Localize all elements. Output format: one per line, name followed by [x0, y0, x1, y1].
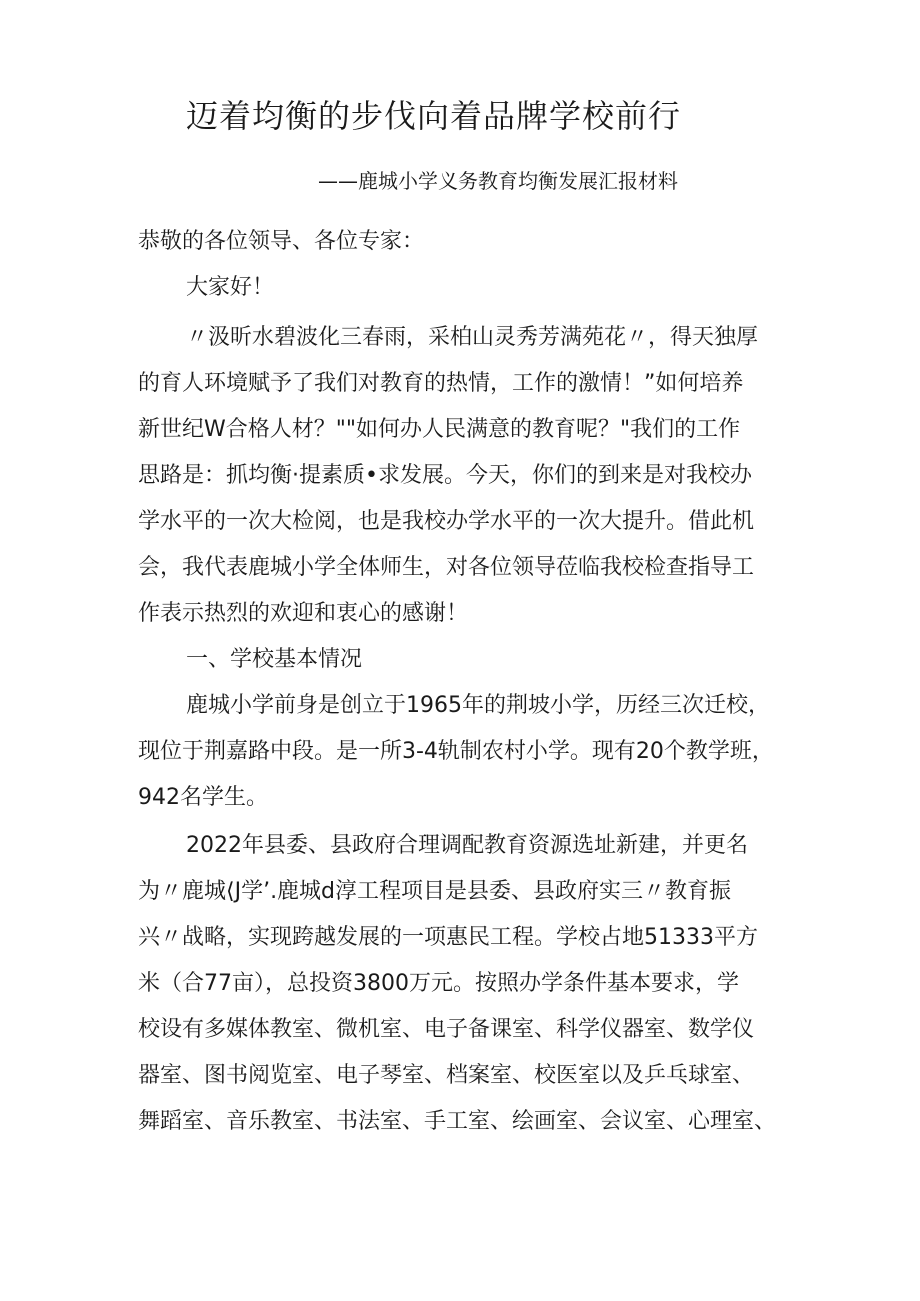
paragraph-2-line: 942名学生。	[138, 785, 268, 810]
paragraph-1-line: 新世纪W合格人材？""如何办人民满意的教育呢？"我们的工作	[138, 417, 741, 442]
salutation: 恭敬的各位领导、各位专家：	[138, 229, 425, 254]
paragraph-3-line: 为〃鹿城⟨J学’.鹿城d淳工程项目是县委、县政府实三〃教育振	[138, 879, 732, 904]
paragraph-3-line: 2022年县委、县政府合理调配教育资源选址新建，并更名	[186, 833, 748, 858]
document-subtitle: ——鹿城小学义务教育均衡发展汇报材料	[318, 169, 678, 193]
paragraph-1-line: 作表示热烈的欢迎和衷心的感谢！	[138, 601, 469, 626]
paragraph-3-line: 校设有多媒体教室、微机室、电子备课室、科学仪器室、数学仪	[138, 1017, 755, 1042]
paragraph-3-line: 米（合77亩），总投资3800万元。按照办学条件基本要求，学	[138, 971, 739, 996]
paragraph-1-line: 学水平的一次大检阅，也是我校办学水平的一次大提升。借此机	[138, 509, 755, 534]
paragraph-3-line: 兴〃战略，实现跨越发展的一项惠民工程。学校占地51333平方	[138, 925, 758, 950]
paragraph-1-line: 的育人环境赋予了我们对教育的热情，工作的激情！”如何培养	[138, 371, 744, 396]
paragraph-1-line: 〃汲昕水碧波化三春雨，采柏山灵秀芳满苑花〃，得天独厚	[186, 325, 759, 350]
paragraph-1-line: 会，我代表鹿城小学全体师生，对各位领导莅临我校检查指导工	[138, 555, 755, 580]
paragraph-3-line: 舞蹈室、音乐教室、书法室、手工室、绘画室、会议室、心理室、	[138, 1109, 777, 1134]
paragraph-1-line: 思路是：抓均衡·提素质•求发展。今天，你们的到来是对我校办	[138, 463, 752, 488]
section-heading: 一、学校基本情况	[186, 647, 363, 672]
document-title: 迈着均衡的步伐向着品牌学校前行	[186, 97, 682, 135]
paragraph-3-line: 器室、图书阅览室、电子琴室、档案室、校医室以及乒乓球室、	[138, 1063, 755, 1088]
greeting: 大家好！	[186, 275, 275, 300]
paragraph-2-line: 鹿城小学前身是创立于1965年的荆坡小学，历经三次迁校，	[186, 693, 770, 718]
paragraph-2-line: 现位于荆嘉路中段。是一所3-4轨制农村小学。现有20个教学班，	[138, 739, 774, 764]
